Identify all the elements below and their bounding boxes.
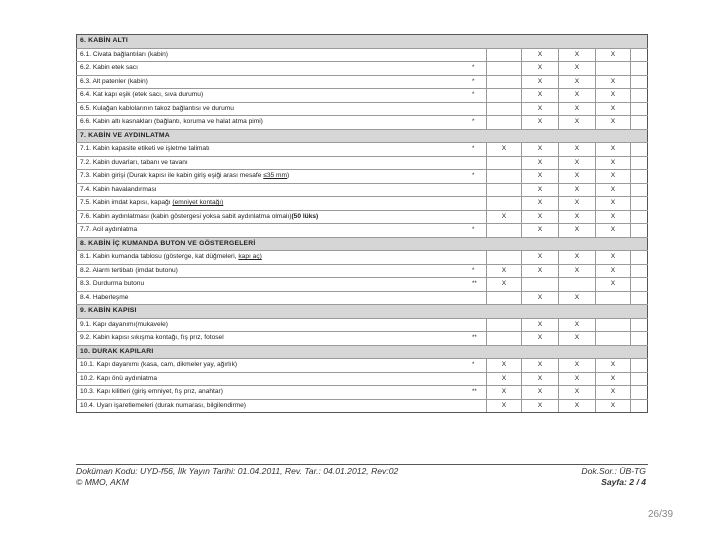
check-mark: X: [486, 386, 521, 399]
check-mark: X: [558, 332, 595, 345]
check-mark: X: [521, 386, 558, 399]
item-text: 6.4. Kat kapı eşik (etek sacı, sıva durumu): [80, 91, 204, 98]
check-mark: X: [595, 359, 630, 372]
check-mark: X: [521, 373, 558, 386]
section-title: [76, 346, 648, 359]
check-mark: X: [486, 278, 521, 291]
section-title: [76, 35, 648, 48]
document-responsible: Dok.Sor.: ÜB-TG: [581, 466, 646, 476]
section-header: [76, 130, 648, 144]
check-mark: X: [595, 170, 630, 183]
item-description: [76, 157, 386, 170]
item-description: [76, 400, 386, 413]
item-text: 8.3. Durdurma butonu: [80, 280, 145, 287]
checklist-row: [76, 49, 648, 63]
copyright: © MMO, AKM: [76, 477, 129, 487]
check-mark: [486, 319, 521, 332]
check-mark: X: [486, 211, 521, 224]
item-description: [76, 224, 386, 237]
item-description: [76, 265, 386, 278]
checklist-row: [76, 224, 648, 238]
result-cell: [630, 400, 648, 413]
item-description: [76, 251, 386, 264]
checklist-row: [76, 197, 648, 211]
check-mark: X: [521, 89, 558, 102]
check-mark: X: [521, 265, 558, 278]
item-text: 9.1. Kapı dayanımı(mukavele): [80, 320, 168, 328]
result-cell: [630, 292, 648, 305]
check-mark: X: [521, 103, 558, 116]
check-mark: X: [486, 359, 521, 372]
item-text: 10. DURAK KAPILARI: [80, 347, 154, 355]
checklist-row: [76, 170, 648, 184]
criticality-mark: [386, 251, 486, 264]
check-mark: X: [558, 265, 595, 278]
check-mark: X: [521, 143, 558, 156]
criticality-mark: *: [472, 65, 475, 71]
bold-text: (50 lüks): [291, 212, 319, 220]
check-mark: X: [558, 89, 595, 102]
item-text: 7. KABİN VE AYDINLATMA: [80, 131, 170, 139]
check-mark: X: [595, 197, 630, 210]
result-cell: [630, 265, 648, 278]
check-mark: X: [486, 400, 521, 413]
criticality-mark: **: [472, 281, 477, 287]
check-mark: [595, 332, 630, 345]
check-mark: [486, 224, 521, 237]
result-cell: [630, 224, 648, 237]
item-description: [76, 49, 386, 62]
check-mark: X: [521, 400, 558, 413]
check-mark: [521, 278, 558, 291]
check-mark: X: [595, 49, 630, 62]
criticality-mark: [386, 49, 486, 62]
item-description: [76, 116, 386, 129]
criticality-mark: [386, 197, 486, 210]
checklist-row: [76, 143, 648, 157]
item-text: 7.1. Kabin kapasite etiketi ve işletme talimatı: [80, 145, 210, 152]
criticality-mark: *: [472, 227, 475, 233]
check-mark: X: [558, 319, 595, 332]
checklist-row: [76, 103, 648, 117]
check-mark: X: [521, 292, 558, 305]
check-mark: X: [558, 224, 595, 237]
check-mark: X: [521, 224, 558, 237]
item-description: [76, 319, 386, 332]
result-cell: [630, 76, 648, 89]
criticality-mark: **: [472, 335, 477, 341]
check-mark: X: [595, 143, 630, 156]
item-description: [76, 292, 386, 305]
check-mark: X: [558, 400, 595, 413]
underlined-text: ≤35 mm: [263, 172, 288, 179]
checklist-row: [76, 184, 648, 198]
checklist-row: [76, 292, 648, 306]
check-mark: X: [558, 292, 595, 305]
checklist-row: [76, 211, 648, 225]
item-description: [76, 373, 386, 386]
slide-number: 26/39: [648, 509, 674, 520]
check-mark: X: [521, 49, 558, 62]
check-mark: X: [595, 116, 630, 129]
criticality-mark: *: [472, 119, 475, 125]
result-cell: [630, 332, 648, 345]
check-mark: X: [595, 386, 630, 399]
criticality-mark: [386, 319, 486, 332]
check-mark: X: [521, 62, 558, 75]
check-mark: X: [595, 157, 630, 170]
checklist-row: [76, 265, 648, 279]
item-description: [76, 386, 386, 399]
item-text: 10.4. Uyarı işaretlemeleri (durak numarası, bilgilendirme): [80, 401, 247, 409]
item-description: [76, 211, 386, 224]
check-mark: X: [558, 116, 595, 129]
check-mark: X: [595, 184, 630, 197]
check-mark: X: [521, 157, 558, 170]
check-mark: [486, 157, 521, 170]
check-mark: X: [595, 278, 630, 291]
criticality-mark: **: [472, 389, 477, 395]
check-mark: X: [521, 197, 558, 210]
item-text: 9. KABİN KAPISI: [80, 307, 137, 314]
check-mark: [486, 62, 521, 75]
result-cell: [630, 116, 648, 129]
result-cell: [630, 211, 648, 224]
check-mark: X: [595, 211, 630, 224]
item-text: 6.3. Alt patenler (kabin): [80, 77, 148, 85]
result-cell: [630, 184, 648, 197]
item-text: 7.2. Kabin duvarları, tabanı ve tavanı: [80, 158, 188, 166]
check-mark: X: [595, 89, 630, 102]
result-cell: [630, 89, 648, 102]
check-mark: [486, 184, 521, 197]
result-cell: [630, 386, 648, 399]
item-description: [76, 197, 386, 210]
item-text: 8. KABİN İÇ KUMANDA BUTON VE GÖSTERGELERİ: [80, 239, 256, 247]
result-cell: [630, 103, 648, 116]
checklist-row: [76, 386, 648, 400]
check-mark: [595, 319, 630, 332]
check-mark: [486, 116, 521, 129]
item-description: [76, 62, 386, 75]
section-title: [76, 130, 648, 143]
item-text: 10.2. Kapı önü aydınlatma: [80, 374, 157, 382]
checklist-row: [76, 116, 648, 130]
check-mark: X: [558, 211, 595, 224]
check-mark: X: [595, 103, 630, 116]
checklist-row: [76, 251, 648, 265]
criticality-mark: [386, 184, 486, 197]
item-description: [76, 89, 386, 102]
check-mark: X: [558, 184, 595, 197]
check-mark: [486, 76, 521, 89]
result-cell: [630, 359, 648, 372]
checklist-row: [76, 332, 648, 346]
criticality-mark: [386, 400, 486, 413]
check-mark: X: [595, 76, 630, 89]
checklist-row: [76, 278, 648, 292]
item-text: 8.2. Alarm tertibatı (imdat butonu): [80, 266, 178, 274]
check-mark: X: [558, 62, 595, 75]
check-mark: X: [595, 265, 630, 278]
check-mark: [486, 332, 521, 345]
section-title: [76, 238, 648, 251]
check-mark: [486, 103, 521, 116]
criticality-mark: *: [472, 146, 475, 152]
item-text: 10.1. Kapı dayanımı (kasa, cam, dikmeler yay, ağırlık): [80, 361, 238, 368]
check-mark: [486, 251, 521, 264]
check-mark: X: [558, 76, 595, 89]
item-text: 6. KABİN ALTI: [80, 37, 128, 44]
criticality-mark: *: [472, 78, 475, 85]
item-text: 7.7. Acil aydınlatma: [80, 226, 138, 233]
check-mark: [486, 197, 521, 210]
check-mark: X: [558, 373, 595, 386]
result-cell: [630, 319, 648, 332]
check-mark: [486, 89, 521, 102]
document-footer: [76, 464, 648, 487]
item-text: 10.3. Kapı kilitleri (giriş emniyet, fış prız, anahtar): [80, 388, 223, 395]
criticality-mark: *: [472, 362, 475, 368]
item-text: 7.4. Kabin havalandırması: [80, 185, 157, 193]
check-mark: X: [486, 265, 521, 278]
item-text: 9.2. Kabin kapısı sıkışma kontağı, fış prız, fotosel: [80, 334, 224, 341]
check-mark: X: [595, 224, 630, 237]
item-text: 7.6. Kabin aydınlatması (kabin göstergesi yoksa sabit aydınlatma olmalı): [80, 212, 292, 220]
check-mark: X: [521, 76, 558, 89]
result-cell: [630, 62, 648, 75]
criticality-mark: *: [472, 267, 475, 274]
check-mark: [595, 292, 630, 305]
check-mark: X: [558, 143, 595, 156]
check-mark: [486, 292, 521, 305]
criticality-mark: [386, 292, 486, 305]
item-text: 7.5. Kabin imdat kapısı, kapağı: [80, 199, 171, 206]
item-description: [76, 103, 386, 116]
checklist-row: [76, 157, 648, 171]
check-mark: X: [558, 170, 595, 183]
check-mark: X: [521, 116, 558, 129]
underlined-text: (emniyet kontağı): [172, 199, 224, 206]
result-cell: [630, 157, 648, 170]
check-mark: X: [521, 332, 558, 345]
check-mark: X: [558, 197, 595, 210]
check-mark: X: [595, 373, 630, 386]
result-cell: [630, 278, 648, 291]
item-text: 6.5. Kulağan kablolarının takoz bağlantısı ve durumu: [80, 104, 234, 112]
item-description: [76, 184, 386, 197]
result-cell: [630, 170, 648, 183]
item-text: 8.1. Kabin kumanda tablosu (gösterge, kat düğmeleri,: [80, 253, 237, 260]
underlined-text: kapı aç): [238, 253, 262, 260]
check-mark: X: [486, 373, 521, 386]
item-description: [76, 278, 386, 291]
section-header: [76, 305, 648, 319]
check-mark: [595, 62, 630, 75]
check-mark: X: [521, 359, 558, 372]
check-mark: X: [558, 359, 595, 372]
check-mark: X: [486, 143, 521, 156]
result-cell: [630, 251, 648, 264]
trailing-text: ): [287, 172, 290, 179]
item-description: [76, 170, 386, 183]
checklist-row: [76, 400, 648, 413]
item-description: [76, 143, 386, 156]
check-mark: X: [595, 400, 630, 413]
check-mark: X: [558, 157, 595, 170]
check-mark: X: [521, 319, 558, 332]
item-text: 8.4. Haberleşme: [80, 293, 129, 301]
criticality-mark: [386, 211, 486, 224]
item-description: [76, 76, 386, 89]
criticality-mark: *: [472, 92, 475, 98]
check-mark: X: [521, 184, 558, 197]
section-header: [76, 238, 648, 252]
criticality-mark: *: [472, 173, 475, 179]
section-header: [76, 346, 648, 360]
item-text: 6.6. Kabin altı kasnakları (bağlantı, koruma ve halat atma pimi): [80, 118, 263, 125]
checklist-row: [76, 319, 648, 333]
inspection-checklist-table: [76, 34, 648, 413]
document-code: Doküman Kodu: UYD-f56, İlk Yayın Tarihi: 01.04.2011, Rev. Tar.: 04.01.2012, Rev:02: [76, 466, 399, 476]
check-mark: [558, 278, 595, 291]
page-indicator: Sayfa: 2 / 4: [601, 477, 646, 487]
check-mark: X: [595, 251, 630, 264]
check-mark: X: [558, 103, 595, 116]
item-text: 6.1. Civata bağlantıları (kabin): [80, 50, 168, 58]
check-mark: X: [558, 49, 595, 62]
checklist-row: [76, 359, 648, 373]
checklist-row: [76, 89, 648, 103]
section-title: [76, 305, 648, 318]
item-description: [76, 332, 386, 345]
check-mark: X: [521, 251, 558, 264]
item-description: [76, 359, 386, 372]
item-text: 6.2. Kabin etek sacı: [80, 64, 138, 71]
criticality-mark: [386, 373, 486, 386]
result-cell: [630, 143, 648, 156]
result-cell: [630, 49, 648, 62]
check-mark: X: [521, 170, 558, 183]
check-mark: [486, 49, 521, 62]
check-mark: X: [521, 211, 558, 224]
check-mark: X: [558, 386, 595, 399]
check-mark: X: [558, 251, 595, 264]
result-cell: [630, 197, 648, 210]
checklist-row: [76, 62, 648, 76]
check-mark: [486, 170, 521, 183]
checklist-row: [76, 76, 648, 90]
criticality-mark: [386, 157, 486, 170]
result-cell: [630, 373, 648, 386]
section-header: [76, 35, 648, 49]
item-text: 7.3. Kabin girişi (Durak kapısı ile kabin giriş eşiği arası mesafe: [80, 172, 262, 179]
checklist-row: [76, 373, 648, 387]
criticality-mark: [386, 103, 486, 116]
